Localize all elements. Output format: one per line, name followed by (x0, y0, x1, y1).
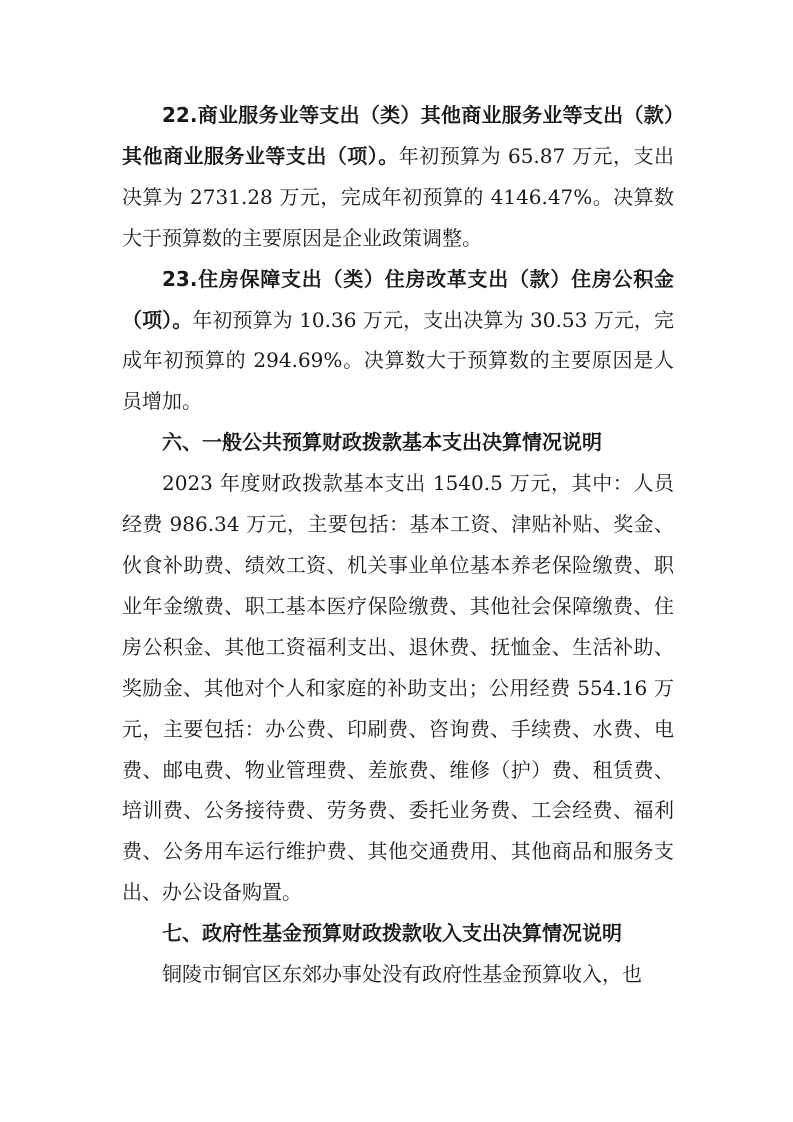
document-content (122, 95, 674, 995)
item-23-paragraph (122, 259, 674, 423)
item-23-title: 23.住房保障支出（类）住房改革支出（款）住房公积金（项）。 (122, 266, 674, 332)
item-22-title: 22.商业服务业等支出（类）其他商业服务业等支出（款）其他商业服务业等支出（项）。 (122, 103, 674, 168)
section-7-body: 铜陵市铜官区东郊办事处没有政府性基金预算收入，也 (162, 962, 642, 987)
item-23-body: 年初预算为 10.36 万元，支出决算为 30.53 万元，完成年初预算的 294.69%。决算数大于预算数的主要原因是人员增加。 (122, 307, 674, 414)
section-6-heading: 六、一般公共预算财政拨款基本支出决算情况说明 (162, 430, 602, 455)
section-6-body: 2023 年度财政拨款基本支出 1540.5 万元，其中：人员经费 986.34 万元，主要包括：基本工资、津贴补贴、奖金、伙食补助费、绩效工资、机关事业单位基本养老保险缴费、职业年金缴费、职工基本医疗保险缴费、其他社会保障缴费、住房公积金、其他工资福利支出、退休费、抚恤金、生活补助、奖励金、其他对个人和家庭的补助支出；公用经费 554.16 万元，主要包括：办公费、印刷费、咨询费、手续费、水费、电费、邮电费、物业管理费、差旅费、维修（护）费、租赁费、培训费、公务接待费、劳务费、委托业务费、工会经费、福利费、公务用车运行维护费、其他交通费用、其他商品和服务支出、办公设备购置。 (122, 471, 674, 905)
item-22-paragraph (122, 95, 674, 259)
section-7-heading: 七、政府性基金预算财政拨款收入支出决算情况说明 (162, 921, 622, 946)
item-22-body: 年初预算为 65.87 万元，支出决算为 2731.28 万元，完成年初预算的 4146.47%。决算数大于预算数的主要原因是企业政策调整。 (122, 143, 674, 250)
